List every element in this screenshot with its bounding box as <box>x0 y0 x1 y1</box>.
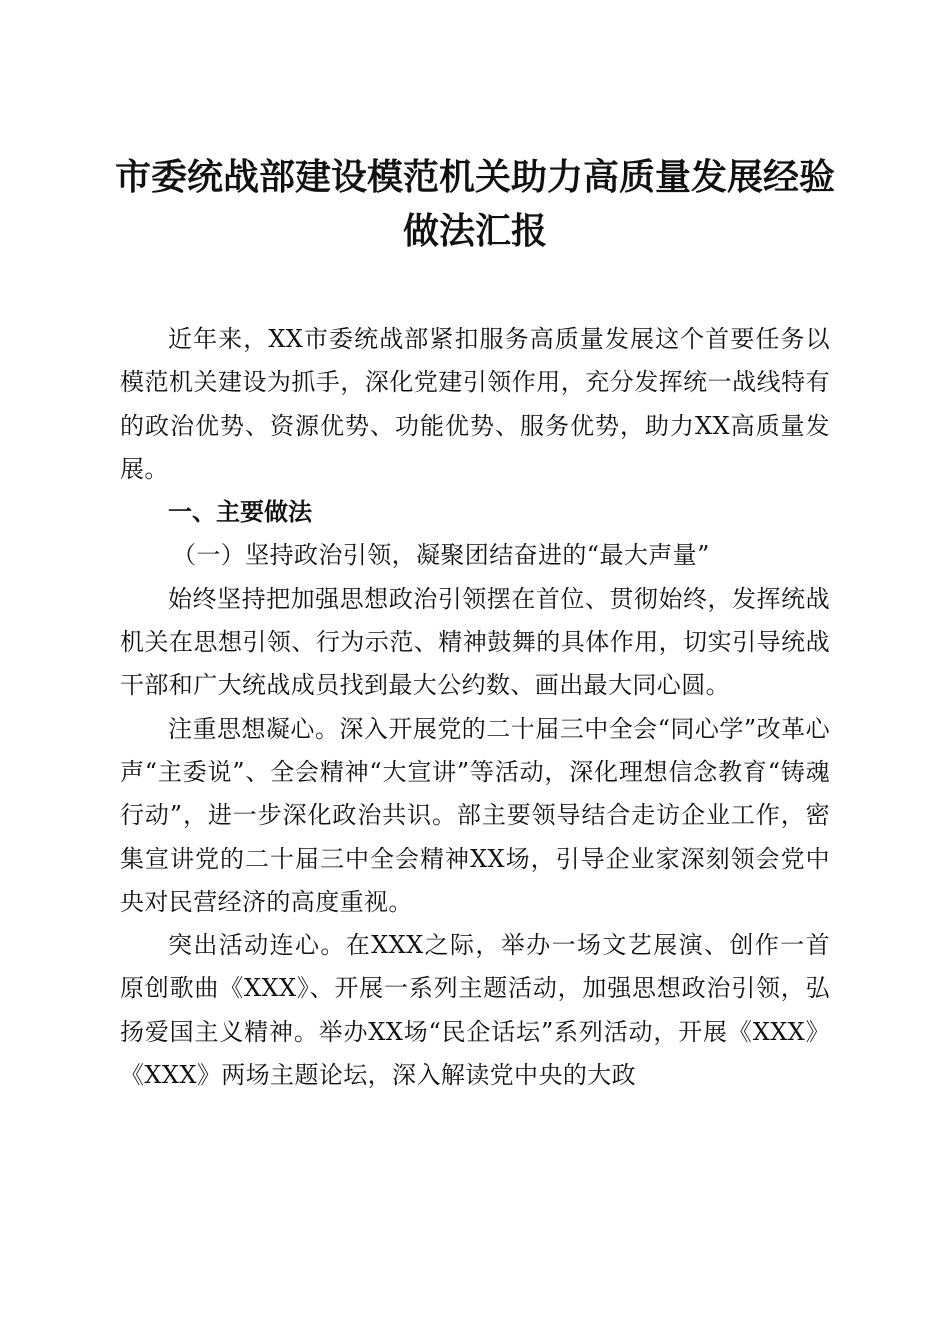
title-line-1: 市委统战部建设模范机关助力高质量发展经验 <box>114 156 835 198</box>
title-line-2: 做法汇报 <box>402 210 547 252</box>
paragraph-political-guidance: 始终坚持把加强思想政治引领摆在首位、贯彻始终，发挥统战机关在思想引领、行为示范、精神鼓舞的具体作用，切实引导统战干部和广大统战成员找到最大公约数、画出最大同心圆。 <box>120 584 830 700</box>
paragraph-activities: 突出活动连心。在XXX之际，举办一场文艺展演、创作一首原创歌曲《XXX》、开展一系列主题活动，加强思想政治引领，弘扬爱国主义精神。举办XX场“民企话坛”系列活动，开展《XXX》《XXX》两场主题论坛，深入解读党中央的大政 <box>120 931 830 1090</box>
document-title <box>100 150 850 258</box>
document-body <box>120 318 830 1097</box>
paragraph-ideological-unity: 注重思想凝心。深入开展党的二十届三中全会“同心学”改革心声“主委说”、全会精神“大宣讲”等活动，深化理想信念教育“铸魂行动”，进一步深化政治共识。部主要领导结合走访企业工作，密集宣讲党的二十届三中全会精神XX场，引导企业家深刻领会党中央对民营经济的高度重视。 <box>120 714 830 916</box>
subsection-heading-political-guidance: （一）坚持政治引领，凝聚团结奋进的“最大声量” <box>172 541 710 570</box>
section-heading-main-practices: 一、主要做法 <box>168 498 312 527</box>
intro-paragraph: 近年来，XX市委统战部紧扣服务高质量发展这个首要任务以模范机关建设为抓手，深化党建引领作用，充分发挥统一战线特有的政治优势、资源优势、功能优势、服务优势，助力XX高质量发展。 <box>120 325 830 483</box>
